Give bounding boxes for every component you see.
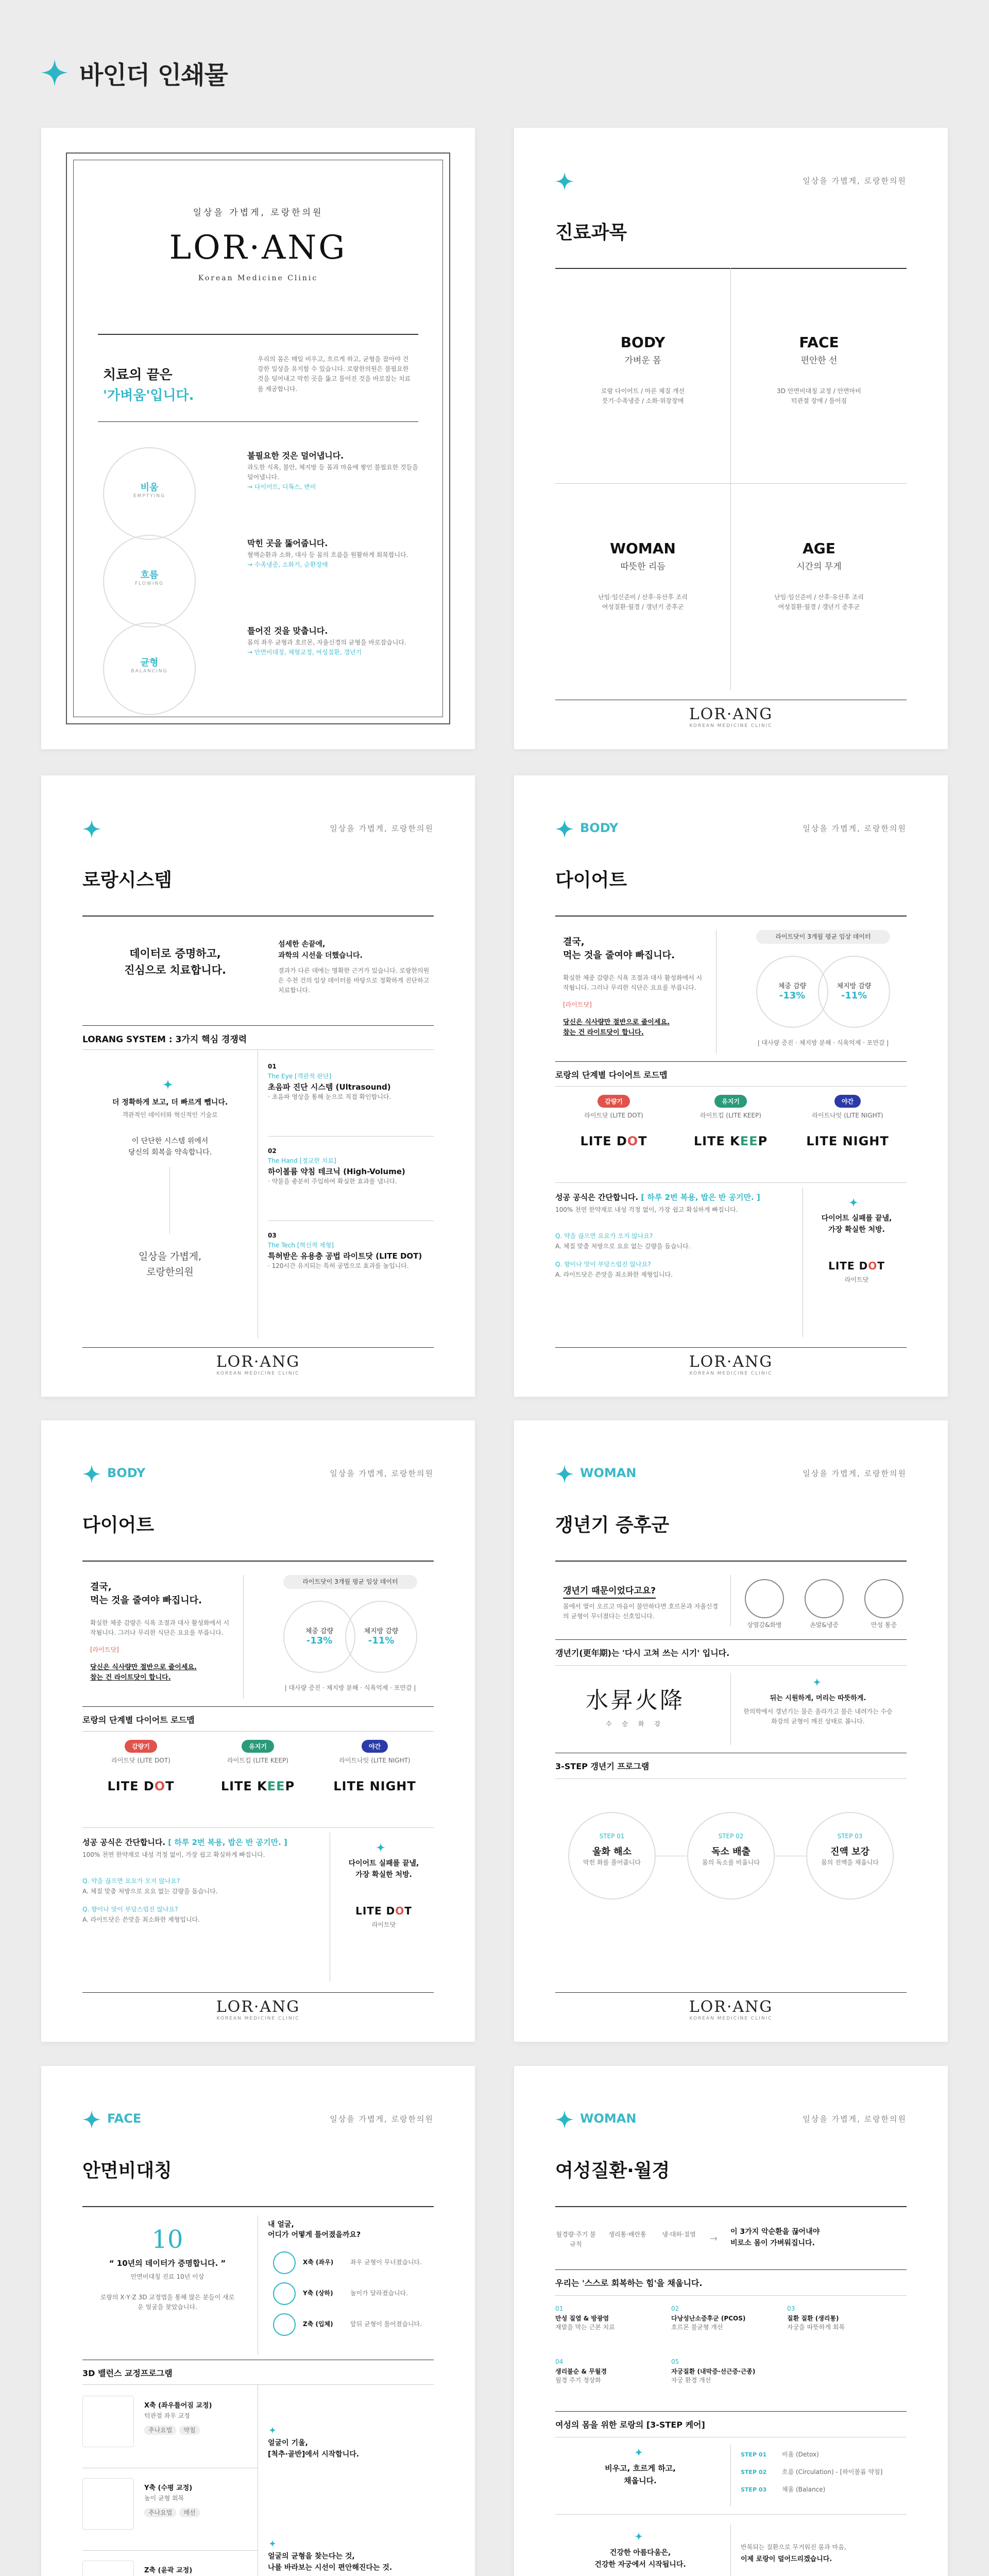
system-quote-desc-2: 과학의 시선을 더했습니다. bbox=[278, 952, 363, 960]
condition-3: 03 질환 질환 (생리통) 자궁을 따뜻하게 회복 bbox=[787, 2305, 845, 2331]
meno-question-desc: 몸에서 열이 오르고 마음이 불안하다면 호르몬과 자율신경의 균형이 무너졌다는 신호입니다. bbox=[563, 1603, 719, 1620]
lite-dot-logo: LITE DOT bbox=[355, 1905, 412, 1917]
sparkle-icon bbox=[849, 1198, 858, 1207]
diet-card bbox=[514, 775, 948, 1397]
section-title: 다이어트 bbox=[82, 1515, 155, 1536]
bottom-left-2: 건강한 자궁에서 시작됩니다. bbox=[594, 2561, 686, 2569]
cover-tagline: 일상을 가볍게, 로랑한의원 bbox=[193, 208, 323, 218]
divider bbox=[555, 1182, 907, 1183]
divider bbox=[555, 2411, 907, 2412]
roadmap-step-1: 감량기 라이트닷 (LITE DOT) LITE DOT bbox=[82, 1740, 199, 1793]
axis-z-desc: 앞뒤 균형이 틀어졌습니다. bbox=[350, 2320, 422, 2328]
divider bbox=[555, 916, 907, 917]
meno-sub-title: 갱년기(更年期)는 '다시 고쳐 쓰는 시기' 입니다. bbox=[555, 1648, 730, 1658]
connector-line bbox=[169, 1167, 170, 1234]
face-question-2: 어디가 어떻게 틀어졌을까요? bbox=[268, 2231, 361, 2239]
system-item-1: 01 The Eye [객관적 판단] 초음파 진단 시스템 (Ultrasound) · 초음파 영상을 통해 눈으로 직접 확인합니다. bbox=[268, 1063, 391, 1101]
diet-note-2: 참는 건 라이트닷이 합니다. bbox=[563, 1029, 644, 1037]
diet-note-1: 당신은 식사량만 절반으로 줄이세요. bbox=[90, 1664, 197, 1671]
tagline: 일상을 가볍게, 로랑한의원 bbox=[803, 2114, 907, 2124]
diet-qa-q1: Q. 약을 끊으면 요요가 오지 않나요? bbox=[555, 1232, 653, 1240]
stat-fat-circle: 체지방 감량 -11% bbox=[818, 956, 890, 1028]
divider bbox=[730, 2524, 731, 2576]
system-card bbox=[41, 775, 475, 1397]
meno-step-2: STEP 02 독소 배출 몸의 독소를 비웁니다 bbox=[687, 1812, 775, 1900]
divider bbox=[82, 1706, 434, 1707]
face-program-2: Y축 (수평 교정) 높이 균형 회복 추나요법 매선 bbox=[82, 2478, 258, 2550]
lite-dot-name: 라이트닷 bbox=[844, 1276, 869, 1283]
care-step-1-label: 비움 (Detox) bbox=[782, 2451, 819, 2458]
womens-health-card bbox=[514, 2066, 948, 2576]
lite-dot-name: 라이트닷 bbox=[371, 1921, 396, 1928]
circle-flowing: 흐름 FLOWING bbox=[103, 535, 196, 628]
face-program-3: Z축 (윤곽 교정) bbox=[82, 2561, 258, 2576]
bottom-left-1: 건강한 아름다움은, bbox=[609, 2549, 671, 2557]
arrow-right-icon: → bbox=[710, 2233, 718, 2244]
footer-logo: LOR·ANG KOREAN MEDICINE CLINIC bbox=[216, 1998, 300, 2021]
icon-label-2: 손발&냉증 bbox=[810, 1621, 839, 1629]
cell-age: AGE 시간의 무게 난임·임신준비 / 산후·유산후 조리 여성질환·월경 / 갱년기 증후군 bbox=[774, 540, 864, 611]
flow-item-1: 월경량·주기 불규칙 bbox=[556, 2231, 596, 2248]
divider bbox=[82, 2384, 434, 2385]
diet-qa-a2: A. 라이트닷은 쓴맛을 최소화한 제형입니다. bbox=[555, 1271, 673, 1278]
divider bbox=[555, 1086, 907, 1087]
section-title: 여성질환·월경 bbox=[555, 2160, 670, 2181]
diet-qa-a1: A. 체질 맞춤 처방으로 요요 없는 감량을 돕습니다. bbox=[82, 1888, 218, 1895]
category-label: WOMAN bbox=[580, 1466, 637, 1480]
tagline: 일상을 가볍게, 로랑한의원 bbox=[803, 1469, 907, 1478]
diet-note-red: [라이트닷] bbox=[90, 1646, 119, 1653]
diet-qa-q1: Q. 약을 끊으면 요요가 오지 않나요? bbox=[82, 1877, 180, 1885]
stat-weight-circle: 체중 감량 -13% bbox=[283, 1601, 355, 1673]
face-right-2b: 나를 바라보는 시선이 편안해진다는 것. bbox=[268, 2564, 393, 2572]
condition-2: 02 다낭성난소증후군 (PCOS) 호르몬 불균형 개선 bbox=[671, 2305, 746, 2331]
page-header bbox=[41, 49, 228, 96]
tagline: 일상을 가볍게, 로랑한의원 bbox=[330, 1469, 434, 1478]
section-title: 안면비대칭 bbox=[82, 2160, 172, 2181]
divider bbox=[82, 1827, 434, 1828]
hanja-korean: 수 승 화 강 bbox=[606, 1720, 664, 1727]
care-step-2-num: STEP 02 bbox=[741, 2469, 767, 2476]
diet-stat-caption: | 대사량 증진 · 체지방 분해 · 식욕억제 · 포만감 | bbox=[284, 1684, 416, 1691]
divider bbox=[730, 2445, 731, 2506]
sparkle-icon bbox=[376, 1843, 385, 1852]
meno-program-title: 3-STEP 갱년기 프로그램 bbox=[555, 1761, 650, 1771]
divider bbox=[555, 1992, 907, 1993]
section-title: 로랑시스템 bbox=[82, 870, 172, 891]
divider bbox=[82, 2206, 434, 2207]
womens-sub-title: 우리는 '스스로 회복하는 힘'을 채웁니다. bbox=[555, 2278, 703, 2288]
diet-lead-1: 결국, bbox=[563, 937, 585, 947]
cover-item-2: 막힌 곳을 뚫어줍니다. 혈액순환과 소화, 대사 등 몸의 흐름을 원활하게 회복합니다. → 수족냉증, 소화기, 순환장애 bbox=[247, 538, 408, 568]
category-label: BODY bbox=[580, 821, 619, 835]
divider bbox=[555, 268, 907, 269]
menopause-card bbox=[514, 1420, 948, 2042]
meno-step-1: STEP 01 울화 해소 막힌 화를 풀어줍니다 bbox=[568, 1812, 656, 1900]
diet-qa-q2: Q. 향이나 맛이 부담스럽진 않나요? bbox=[555, 1261, 651, 1268]
stat-fat-circle: 체지방 감량 -11% bbox=[345, 1601, 417, 1673]
circle-balancing: 균형 BALANCING bbox=[103, 622, 196, 715]
divider bbox=[555, 2206, 907, 2207]
sparkle-icon bbox=[82, 2110, 101, 2129]
system-left-4: 당신의 회복을 약속합니다. bbox=[128, 1148, 212, 1157]
system-item-2: 02 The Hand [정교한 치료] 하이볼륨 약침 테크닉 (High-Volume) · 약물을 충분히 주입하여 확실한 효과를 냅니다. bbox=[268, 1147, 405, 1185]
care-title: 여성의 몸을 위한 로랑의 [3-STEP 케어] bbox=[555, 2420, 705, 2430]
ten-years-desc: 로랑의 X·Y·Z 3D 교정법을 통해 많은 분들이 새로운 얼굴을 찾았습니다. bbox=[100, 2294, 235, 2311]
face-right-1a: 얼굴이 기울, bbox=[268, 2439, 308, 2447]
divider bbox=[555, 1347, 907, 1348]
divider bbox=[555, 2269, 907, 2270]
system-quote-2: 진심으로 치료합니다. bbox=[124, 964, 226, 976]
tagline: 일상을 가볍게, 로랑한의원 bbox=[330, 2114, 434, 2124]
condition-4: 04 생리불순 & 무월경 월경 주기 정상화 bbox=[555, 2358, 607, 2384]
care-step-1-num: STEP 01 bbox=[741, 2451, 767, 2458]
cover-intro: 우리의 몸은 매일 비우고, 흐르게 하고, 균형을 잡아야 건강한 일상을 유지할 수 있습니다. 로랑한의원은 불필요한 것을 덜어내고 막힌 곳을 뚫고 틀어진 것을 바로잡는 치료를 제공합니다. bbox=[258, 355, 411, 393]
lite-dot-logo: LITE DOT bbox=[828, 1260, 885, 1272]
diet-right-1: 다이어트 실패를 끝낼, bbox=[821, 1214, 892, 1223]
flow-item-2: 생리통·배란통 bbox=[608, 2231, 646, 2238]
system-quote-1: 데이터로 증명하고, bbox=[129, 947, 221, 960]
sparkle-icon bbox=[555, 2110, 574, 2129]
cover-item-1: 불필요한 것은 덜어냅니다. 과도한 식욕, 불안, 체지방 등 몸과 마음에 쌓인 불필요한 것들을 덜어냅니다. → 다이어트, 디톡스, 변비 bbox=[247, 451, 418, 491]
axis-y-label: Y축 (상하) bbox=[303, 2290, 333, 2297]
axis-z-label: Z축 (입체) bbox=[303, 2320, 333, 2328]
system-quote-small: 결과가 다른 데에는 명확한 근거가 있습니다. 로랑한의원은 수천 건의 임상 데이터를 바탕으로 정확하게 진단하고 치료합니다. bbox=[278, 967, 430, 994]
care-left-1: 비우고, 흐르게 하고, bbox=[605, 2464, 676, 2473]
clinic-card bbox=[514, 128, 948, 749]
divider bbox=[555, 1561, 907, 1562]
divider bbox=[82, 916, 434, 917]
tagline: 일상을 가볍게, 로랑한의원 bbox=[803, 824, 907, 833]
category-label: FACE bbox=[107, 2111, 142, 2126]
section-title: 다이어트 bbox=[555, 870, 627, 891]
diet-formula: 성공 공식은 간단합니다. [ 하루 2번 복용, 밥은 반 공기만. ] bbox=[555, 1193, 760, 1202]
roadmap-step-3: 야간 라이트나잇 (LITE NIGHT) LITE NIGHT bbox=[789, 1095, 906, 1148]
bottom-right-2: 이제 로랑이 덜어드리겠습니다. bbox=[741, 2555, 832, 2563]
footer-logo: LOR·ANG KOREAN MEDICINE CLINIC bbox=[689, 705, 773, 728]
divider bbox=[82, 1347, 434, 1348]
roadmap-step-2: 유지기 라이트킵 (LITE KEEP) LITE KEEP bbox=[672, 1095, 789, 1148]
diet-qa-a2: A. 라이트닷은 쓴맛을 최소화한 제형입니다. bbox=[82, 1916, 200, 1923]
icon-label-1: 상열감&화병 bbox=[747, 1621, 782, 1629]
care-left-2: 채웁니다. bbox=[624, 2476, 657, 2485]
face-diagram-icon bbox=[82, 2396, 134, 2447]
x-axis-icon bbox=[273, 2251, 296, 2274]
meno-step-3: STEP 03 진액 보강 몸의 진액을 채웁니다 bbox=[806, 1812, 894, 1900]
condition-5: 05 자궁질환 (내막증·선근증·근종) 자궁 환경 개선 bbox=[671, 2358, 756, 2384]
diet-roadmap-title: 로랑의 단계별 다이어트 로드맵 bbox=[555, 1070, 668, 1080]
axis-x-desc: 좌우 균형이 무너졌습니다. bbox=[350, 2259, 422, 2266]
system-item-3: 03 The Tech [혁신적 제형] 특허받은 유용층 공법 라이트닷 (LITE DOT) · 120시간 유지되는 특허 공법으로 효과를 높입니다. bbox=[268, 1232, 422, 1270]
diet-formula: 성공 공식은 간단합니다. [ 하루 2번 복용, 밥은 반 공기만. ] bbox=[82, 1838, 287, 1847]
roadmap-step-2: 유지기 라이트킵 (LITE KEEP) LITE KEEP bbox=[199, 1740, 316, 1793]
cover-logo: LOR·ANG bbox=[169, 229, 347, 267]
tagline: 일상을 가볍게, 로랑한의원 bbox=[330, 824, 434, 833]
divider bbox=[98, 334, 418, 335]
care-step-3-num: STEP 03 bbox=[741, 2486, 767, 2493]
sparkle-icon bbox=[635, 2448, 643, 2456]
ten-years-quote: “ 10년의 데이터가 증명합니다. ” bbox=[109, 2259, 226, 2268]
heat-icon bbox=[745, 1579, 784, 1618]
diet-card-duplicate bbox=[41, 1420, 475, 2042]
diet-formula-desc: 100% 천연 한약재로 내성 걱정 없이, 가장 쉽고 확실하게 빠집니다. bbox=[555, 1206, 738, 1213]
face-diagram-icon bbox=[82, 2478, 134, 2530]
care-step-3-label: 채움 (Balance) bbox=[782, 2486, 826, 2493]
sparkle-icon bbox=[269, 2540, 276, 2547]
page-title: 바인더 인쇄물 bbox=[79, 60, 228, 90]
face-right-2a: 얼굴의 균형을 찾는다는 것, bbox=[268, 2552, 355, 2561]
cover-item-3: 틀어진 것을 맞춥니다. 몸의 좌우 균형과 호르몬, 자율신경의 균형을 바로잡습니다. → 안면비대칭, 체형교정, 여성질환, 갱년기 bbox=[247, 626, 406, 656]
sparkle-icon bbox=[555, 172, 574, 191]
hanja-title: 水昇火降 bbox=[586, 1687, 685, 1714]
hanja-desc-title: 뒤는 시원하게, 머리는 따뜻하게. bbox=[770, 1694, 866, 1702]
diet-right-1: 다이어트 실패를 끝낼, bbox=[348, 1859, 419, 1868]
divider bbox=[555, 1639, 907, 1640]
footer-logo: LOR·ANG KOREAN MEDICINE CLINIC bbox=[689, 1998, 773, 2021]
footer-logo: LOR·ANG KOREAN MEDICINE CLINIC bbox=[216, 1353, 300, 1376]
divider bbox=[555, 1778, 907, 1779]
divider bbox=[555, 2514, 907, 2515]
sparkle-icon bbox=[82, 1465, 101, 1483]
sparkle-icon bbox=[555, 1465, 574, 1483]
system-sub-title: LORANG SYSTEM : 3가지 핵심 경쟁력 bbox=[82, 1035, 247, 1045]
divider bbox=[82, 2550, 258, 2551]
category-label: BODY bbox=[107, 1466, 146, 1480]
face-program-title: 3D 밸런스 교정프로그램 bbox=[82, 2368, 173, 2378]
care-step-2-label: 흐름 (Circulation) - [하이볼륨 약침] bbox=[782, 2468, 883, 2476]
section-title: 진료과목 bbox=[555, 222, 627, 243]
diet-note-red: [라이트닷] bbox=[563, 1001, 592, 1008]
divider bbox=[730, 1673, 731, 1745]
divider bbox=[82, 1025, 434, 1026]
divider bbox=[82, 1992, 434, 1993]
icon-label-3: 만성 통증 bbox=[871, 1621, 897, 1629]
cover-headline-1: 치료의 끝은 bbox=[103, 367, 173, 383]
system-big-2: 로랑한의원 bbox=[146, 1266, 194, 1278]
sparkle-icon bbox=[269, 2427, 276, 2434]
bottom-right-1: 반복되는 질환으로 무거워진 몸과 마음, bbox=[741, 2544, 846, 2551]
divider bbox=[82, 1731, 434, 1732]
divider bbox=[555, 2295, 907, 2296]
diet-lead-1: 결국, bbox=[90, 1582, 112, 1592]
cover-card bbox=[41, 128, 475, 749]
diet-qa-q2: Q. 향이나 맛이 부담스럽진 않나요? bbox=[82, 1906, 178, 1913]
diet-para: 확실한 체중 감량은 식욕 조절과 대사 활성화에서 시작됩니다. 그러나 무리한 식단은 요요를 부릅니다. bbox=[563, 974, 703, 992]
face-right-1b: [척추·골반]에서 시작합니다. bbox=[268, 2450, 360, 2459]
ten-years-number: 10 bbox=[151, 2225, 183, 2254]
cover-headline-2: '가벼움'입니다. bbox=[103, 388, 194, 403]
sparkle-icon bbox=[82, 820, 101, 838]
diet-formula-desc: 100% 천연 한약재로 내성 걱정 없이, 가장 쉽고 확실하게 빠집니다. bbox=[82, 1851, 265, 1858]
system-big-1: 일상을 가볍게, bbox=[138, 1251, 202, 1262]
diet-chart-title: 라이트닷이 3개월 평균 임상 데이터 bbox=[283, 1575, 417, 1589]
flow-item-3: 냉·대하·질염 bbox=[662, 2231, 696, 2238]
system-left-2: 객관적인 데이터와 혁신적인 기술로 bbox=[122, 1111, 218, 1118]
pain-icon bbox=[864, 1579, 903, 1618]
section-title: 갱년기 증후군 bbox=[555, 1515, 670, 1536]
system-left-1: 더 정확하게 보고, 더 빠르게 뺍니다. bbox=[112, 1098, 228, 1107]
divider bbox=[98, 421, 418, 422]
cell-face: FACE 편안한 선 3D 안면비대칭 교정 / 안면마비 턱관절 장애 / 틀어짐 bbox=[777, 334, 861, 405]
diet-para: 확실한 체중 감량은 식욕 조절과 대사 활성화에서 시작됩니다. 그러나 무리한 식단은 요요를 부릅니다. bbox=[90, 1619, 230, 1637]
diet-right-2: 가장 확실한 처방. bbox=[355, 1871, 412, 1879]
divider bbox=[730, 1575, 731, 1626]
circle-emptying: 비움 EMPTYING bbox=[103, 447, 196, 540]
divider bbox=[268, 1136, 434, 1137]
face-question-1: 내 얼굴, bbox=[268, 2221, 294, 2229]
flow-result-1: 이 3가지 악순환을 끊어내야 bbox=[730, 2228, 820, 2236]
roadmap-step-3: 야간 라이트나잇 (LITE NIGHT) LITE NIGHT bbox=[316, 1740, 433, 1793]
diet-right-2: 가장 확실한 처방. bbox=[828, 1226, 885, 1234]
z-axis-icon bbox=[273, 2313, 296, 2336]
cover-logo-sub: Korean Medicine Clinic bbox=[198, 274, 318, 282]
diet-stat-caption: | 대사량 증진 · 체지방 분해 · 식욕억제 · 포만감 | bbox=[757, 1039, 889, 1046]
diet-note-2: 참는 건 라이트닷이 합니다. bbox=[90, 1674, 171, 1682]
sparkle-icon bbox=[555, 820, 574, 838]
system-quote-desc-1: 섬세한 손끝에, bbox=[278, 940, 326, 948]
divider bbox=[555, 483, 907, 484]
diet-lead-2: 먹는 것을 줄여야 빠집니다. bbox=[90, 1595, 202, 1606]
ten-years-sub: 안면비대칭 진료 10년 이상 bbox=[130, 2273, 204, 2280]
axis-y-desc: 높이가 달라졌습니다. bbox=[350, 2290, 408, 2297]
divider bbox=[555, 1061, 907, 1062]
face-diagram-icon bbox=[82, 2561, 134, 2576]
cell-woman: WOMAN 따뜻한 리듬 난임·임신준비 / 산후·유산후 조리 여성질환·월경 / 갱년기 증후군 bbox=[598, 540, 688, 611]
diet-lead-2: 먹는 것을 줄여야 빠집니다. bbox=[563, 950, 675, 961]
divider bbox=[555, 1665, 907, 1666]
diet-roadmap-title: 로랑의 단계별 다이어트 로드맵 bbox=[82, 1715, 195, 1725]
divider bbox=[730, 268, 731, 690]
y-axis-icon bbox=[273, 2282, 296, 2305]
diet-note-1: 당신은 식사량만 절반으로 줄이세요. bbox=[563, 1019, 670, 1026]
divider bbox=[716, 930, 717, 1054]
flow-result-2: 비로소 몸이 가벼워집니다. bbox=[730, 2239, 815, 2247]
condition-1: 01 만성 질염 & 방광염 재발을 막는 근본 치료 bbox=[555, 2305, 615, 2331]
divider bbox=[82, 1561, 434, 1562]
face-card bbox=[41, 2066, 475, 2576]
sparkle-icon bbox=[163, 1079, 173, 1090]
sparkle-icon bbox=[813, 1678, 821, 1686]
footer-logo: LOR·ANG KOREAN MEDICINE CLINIC bbox=[689, 1353, 773, 1376]
stat-weight-circle: 체중 감량 -13% bbox=[756, 956, 828, 1028]
sparkle-icon bbox=[635, 2532, 643, 2540]
cold-hands-icon bbox=[805, 1579, 844, 1618]
cell-body: BODY 가벼운 몸 로랑 다이어트 / 마른 체질 개선 붓기·수족냉증 / 소화·위장장애 bbox=[601, 334, 685, 405]
diet-chart-title: 라이트닷이 3개월 평균 임상 데이터 bbox=[756, 930, 890, 944]
diet-qa-a1: A. 체질 맞춤 처방으로 요요 없는 감량을 돕습니다. bbox=[555, 1243, 691, 1250]
axis-x-label: X축 (좌우) bbox=[303, 2259, 334, 2266]
face-program-1: X축 (좌우틀어짐 교정) 턱관절 좌우 교정 추나요법 약침 bbox=[82, 2396, 258, 2468]
meno-question: 갱년기 때문이었다고요? bbox=[563, 1584, 656, 1599]
category-label: WOMAN bbox=[580, 2111, 637, 2126]
divider bbox=[243, 1575, 244, 1699]
hanja-desc: 한의학에서 갱년기는 물은 올라가고 불은 내려가는 수승화강의 균형이 깨진 상태로 봅니다. bbox=[743, 1708, 893, 1725]
roadmap-step-1: 감량기 라이트닷 (LITE DOT) LITE DOT bbox=[555, 1095, 672, 1148]
system-left-3: 이 단단한 시스템 위에서 bbox=[131, 1137, 209, 1145]
tagline: 일상을 가볍게, 로랑한의원 bbox=[803, 176, 907, 185]
sparkle-icon bbox=[41, 59, 68, 86]
divider bbox=[82, 1049, 434, 1050]
